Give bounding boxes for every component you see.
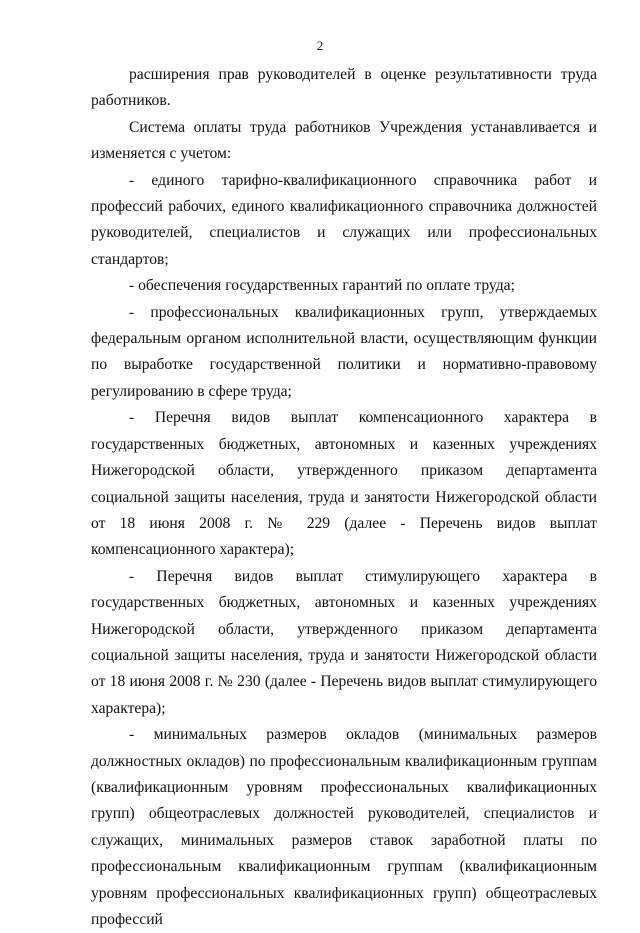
paragraph-8: - минимальных размеров окладов (минимальных размеров должностных окладов) по профессиональным квалификационным группам (квалификационным уровням профессиональных квалификационных групп) общеотраслевых должностей руководителей, специалистов и служащих, минимальных размеров ставок заработной платы по профессиональным квалификационным группам (квалификационным уровням профессиональных квалификационных групп) общеотраслевых профессий — [91, 726, 597, 928]
paragraph-2: Система оплаты труда работников Учреждения устанавливается и изменяется с учетом: — [91, 118, 597, 163]
paragraph-5: - профессиональных квалификационных групп, утверждаемых федеральным органом исполнительной власти, осуществляющим функции по выработке государственной политики и нормативно-правовому регулированию в сфере труда; — [91, 303, 597, 400]
paragraph-4: - обеспечения государственных гарантий по оплате труда; — [129, 277, 515, 295]
paragraph-6: - Перечня видов выплат компенсационного характера в государственных бюджетных, автономных и казенных учреждениях Нижегородской области, утвержденного приказом департамента социальной защиты населения, труда и занятости Нижегородской области от 18 июня 2008 г. № 229 (далее - Перечень видов выплат компенсационного характера); — [91, 409, 597, 559]
document-body — [91, 62, 597, 933]
paragraph-7: - Перечня видов выплат стимулирующего характера в государственных бюджетных, автономных и казенных учреждениях Нижегородской области, утвержденного приказом департамента социальной защиты населения, труда и занятости Нижегородской области от 18 июня 2008 г. № 230 (далее - Перечень видов выплат стимулирующего характера); — [91, 567, 597, 717]
page-number: 2 — [316, 38, 324, 53]
paragraph-1: расширения прав руководителей в оценке результативности труда работников. — [91, 66, 597, 110]
paragraph-3: - единого тарифно-квалификационного справочника работ и профессий рабочих, единого квалификационного справочника должностей руководителей, специалистов и служащих или профессиональных стандартов; — [91, 171, 597, 268]
